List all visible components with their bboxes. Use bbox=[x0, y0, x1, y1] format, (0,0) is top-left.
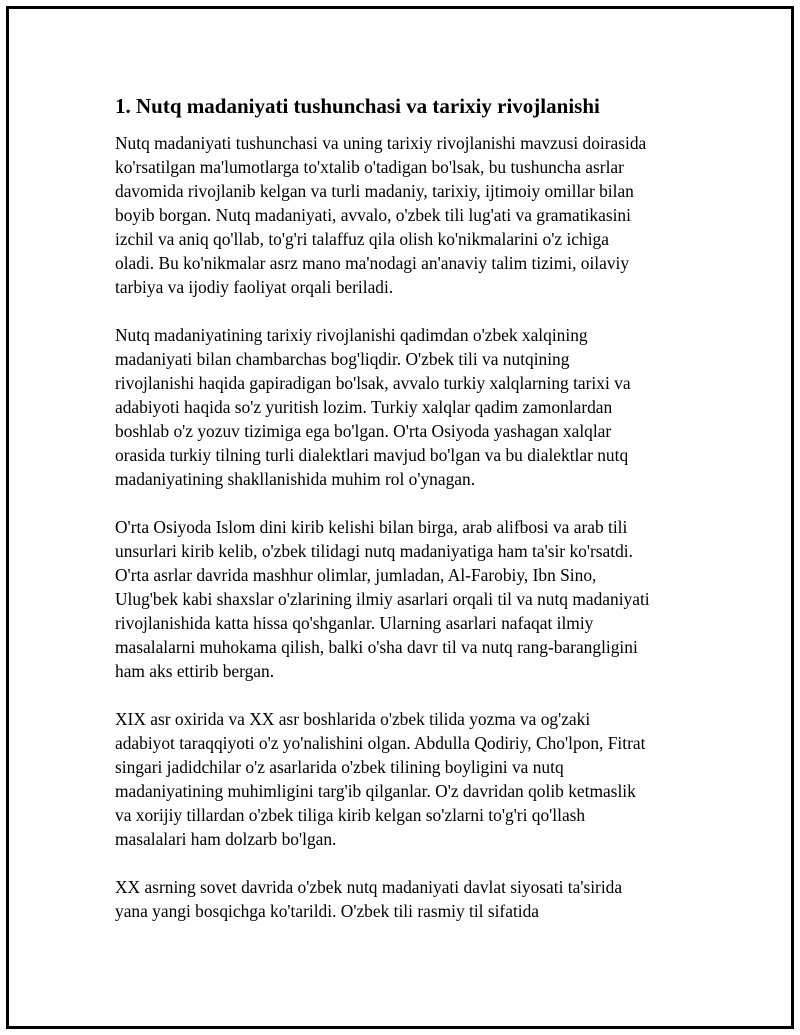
paragraph-2: Nutq madaniyatining tarixiy rivojlanishi qadimdan o'zbek xalqining madaniyati bilan chambarchas bog'liqdir. O'zbek tili va nutqining rivojlanishi haqida gapiradigan bo'lsak, avvalo turkiy xalqlarning tarixi va adabiyoti haqida so'z yuritish lozim. Turkiy xalqlar qadim zamonlardan boshlab o'z yozuv tizimiga ega bo'lgan. O'rta Osiyoda yashagan xalqlar orasida turkiy tilning turli dialektlari mavjud bo'lgan va bu dialektlar nutq madaniyatining shakllanishida muhim rol o'ynagan. bbox=[115, 325, 631, 489]
section-heading: 1. Nutq madaniyati tushunchasi va tarixiy rivojlanishi bbox=[115, 94, 600, 118]
paragraph-4: XIX asr oxirida va XX asr boshlarida o'zbek tilida yozma va og'zaki adabiyot taraqqiyoti o'z yo'nalishini olgan. Abdulla Qodiriy, Cho'lpon, Fitrat singari jadidchilar o'z asarlarida o'zbek tilining boyligini va nutq madaniyatining muhimligini targ'ib qilganlar. O'z davridan qolib ketmaslik va xorijiy tillardan o'zbek tiliga kirib kelgan so'zlarni to'g'ri qo'llash masalalari ham dolzarb bo'lgan. bbox=[115, 709, 646, 849]
paragraph-3: O'rta Osiyoda Islom dini kirib kelishi bilan birga, arab alifbosi va arab tili unsurlari kirib kelib, o'zbek tilidagi nutq madaniyatiga ham ta'sir ko'rsatdi. O'rta asrlar davrida mashhur olimlar, jumladan, Al-Farobiy, Ibn Sino, Ulug'bek kabi shaxslar o'zlarining ilmiy asarlari orqali til va nutq madaniyati rivojlanishida katta hissa qo'shganlar. Ularning asarlari nafaqat ilmiy masalalarni muhokama qilish, balki o'sha davr til va nutq rang-barangligini ham aks ettirib bergan. bbox=[115, 517, 650, 681]
paragraph-5: XX asrning sovet davrida o'zbek nutq madaniyati davlat siyosati ta'sirida yana yangi bosqichga ko'tarildi. O'zbek tili rasmiy til sifatida bbox=[115, 877, 623, 921]
paragraph-1: Nutq madaniyati tushunchasi va uning tarixiy rivojlanishi mavzusi doirasida ko'rsatilgan ma'lumotlarga to'xtalib o'tadigan bo'lsak, bu tushuncha asrlar davomida rivojlanib kelgan va turli madaniy, tarixiy, ijtimoiy omillar bilan boyib borgan. Nutq madaniyati, avvalo, o'zbek tili lug'ati va gramatikasini izchil va aniq qo'llab, to'g'ri talaffuz qila olish ko'nikmalarini o'z ichiga oladi. Bu ko'nikmalar asrz mano ma'nodagi an'anaviy talim tizimi, oilaviy tarbiya va ijodiy faoliyat orqali beriladi. bbox=[115, 133, 647, 297]
document-body bbox=[115, 93, 695, 923]
